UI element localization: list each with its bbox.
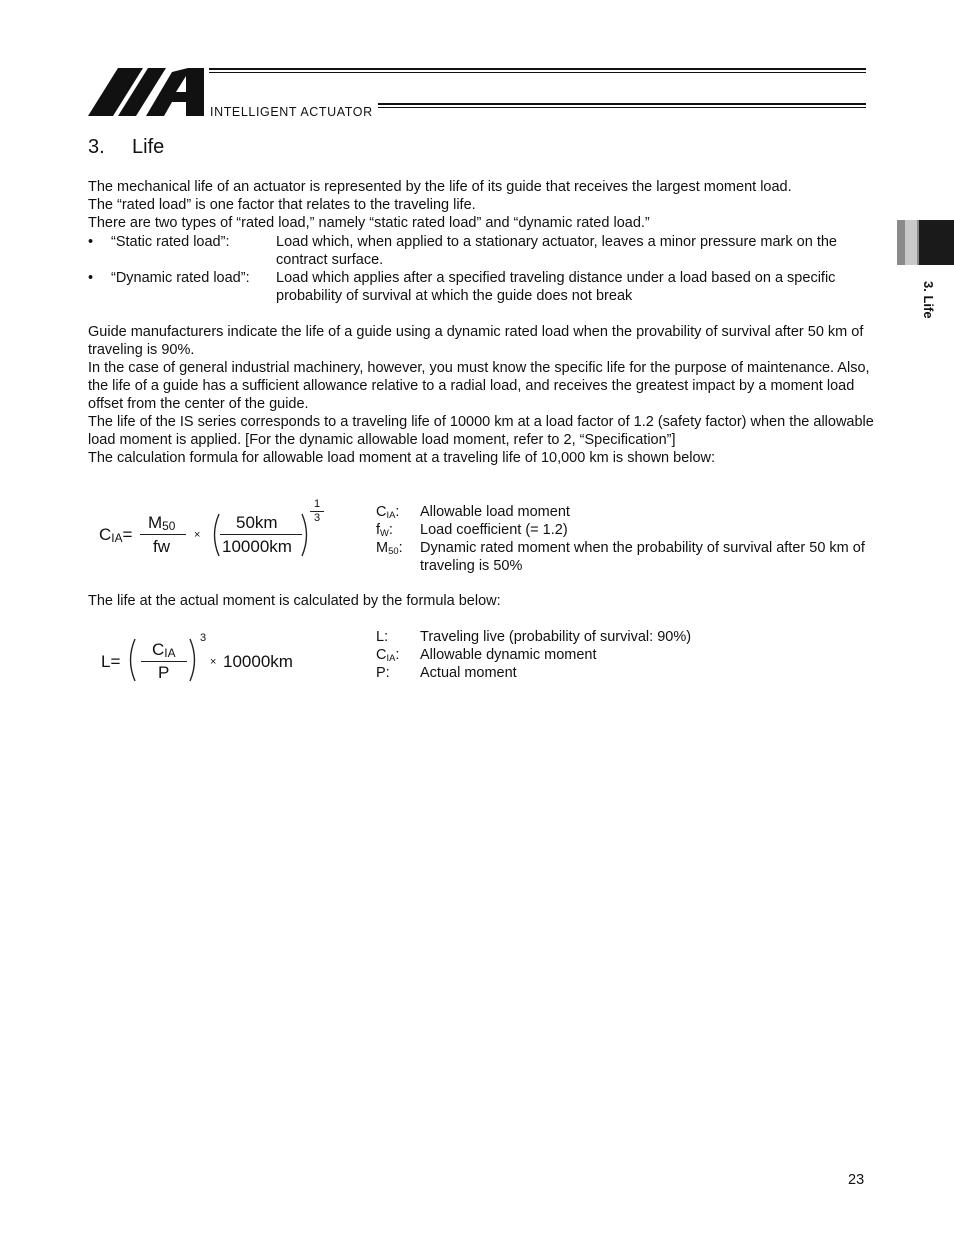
legend-row bbox=[376, 539, 866, 575]
legend-row bbox=[376, 664, 866, 682]
legend-row bbox=[376, 503, 866, 521]
times-sign: × bbox=[210, 656, 217, 668]
list-item bbox=[88, 233, 874, 269]
legend-value: Load coefficient (= 1.2) bbox=[420, 522, 568, 538]
legend-value: Allowable dynamic moment bbox=[420, 647, 597, 663]
header-rule-top-2 bbox=[209, 72, 866, 73]
bullet-term: “Dynamic rated load”: bbox=[111, 270, 250, 286]
formula-legend bbox=[376, 628, 866, 682]
legend-row bbox=[376, 646, 866, 664]
body-line: The calculation formula for allowable load moment at a traveling life of 10,000 km is shown below: bbox=[88, 450, 716, 466]
formula-lhs: L= bbox=[101, 652, 121, 671]
section-number: 3. bbox=[88, 136, 105, 158]
list-item bbox=[88, 269, 874, 305]
intro-paragraph bbox=[88, 178, 874, 232]
legend-key: L: bbox=[376, 629, 389, 645]
inner-numerator: 50km bbox=[236, 513, 278, 532]
side-tab-dark bbox=[919, 220, 954, 265]
body-line: Guide manufacturers indicate the life of a guide using a dynamic rated load when the provability of survival after 50 km of traveling is 90%. bbox=[88, 324, 864, 358]
formula-lhs: CIA= bbox=[99, 525, 133, 545]
right-paren bbox=[300, 513, 312, 557]
intro-line: The mechanical life of an actuator is represented by the life of its guide that receives the largest moment load. bbox=[88, 179, 792, 195]
intro-line: The “rated load” is one factor that relates to the traveling life. bbox=[88, 197, 476, 213]
body-paragraph bbox=[88, 323, 874, 467]
bullet-dot: • bbox=[88, 234, 94, 250]
formula-numerator: M50 bbox=[148, 513, 176, 533]
legend-key: $f_W$: bbox=[376, 522, 393, 538]
formula-numerator: CIA bbox=[152, 640, 176, 660]
legend-value: Actual moment bbox=[420, 665, 517, 681]
bullet-dot: • bbox=[88, 270, 94, 286]
formula-factor: 10000km bbox=[223, 652, 293, 671]
side-tab-light bbox=[905, 220, 917, 265]
formula-denominator: fw bbox=[153, 537, 170, 556]
fraction-line bbox=[140, 534, 186, 535]
legend-value: Allowable load moment bbox=[420, 504, 570, 520]
legend-value: Dynamic rated moment when the probability of survival after 50 km of traveling is 50% bbox=[420, 540, 865, 574]
exponent-numerator: 1 bbox=[314, 498, 321, 510]
brand-name: INTELLIGENT ACTUATOR bbox=[210, 105, 373, 119]
bullet-term: “Static rated load”: bbox=[111, 234, 230, 250]
formula-denominator: P bbox=[158, 663, 170, 682]
legend-value: Traveling live (probability of survival: 90%) bbox=[420, 629, 692, 645]
actual-moment-intro: The life at the actual moment is calculated by the formula below: bbox=[88, 593, 501, 609]
times-sign: × bbox=[194, 529, 201, 541]
exponent-denominator: 3 bbox=[314, 512, 321, 524]
bullet-definition: Load which, when applied to a stationary actuator, leaves a minor pressure mark on the contract surface. bbox=[276, 234, 837, 268]
intro-line: There are two types of “rated load,” namely “static rated load” and “dynamic rated load.” bbox=[88, 215, 650, 231]
legend-row bbox=[376, 521, 866, 539]
section-title: Life bbox=[132, 136, 165, 158]
header-rule-bottom-1 bbox=[378, 103, 866, 105]
iai-logo bbox=[88, 66, 208, 118]
page-number: 23 bbox=[848, 1172, 865, 1188]
header-rule-bottom-2 bbox=[378, 107, 866, 108]
legend-key: $C_{IA}$: bbox=[376, 647, 400, 663]
inner-fraction-line bbox=[220, 534, 302, 535]
inner-denominator: 10000km bbox=[222, 537, 292, 556]
formula-legend bbox=[376, 503, 866, 575]
right-paren bbox=[188, 638, 200, 682]
legend-key: $M_{50}$: bbox=[376, 540, 403, 556]
legend-key: P: bbox=[376, 665, 390, 681]
bullet-definition: Load which applies after a specified traveling distance under a load based on a specific probability of survival at which the guide does not break bbox=[276, 270, 836, 304]
header-rule-top-1 bbox=[209, 68, 866, 70]
rated-load-list bbox=[88, 233, 874, 305]
left-paren bbox=[125, 638, 137, 682]
exponent: 3 bbox=[200, 632, 207, 644]
section-heading bbox=[88, 136, 164, 159]
legend-row bbox=[376, 628, 866, 646]
legend-key: $C_{IA}$: bbox=[376, 504, 400, 520]
body-line: In the case of general industrial machinery, however, you must know the specific life for the purpose of maintenance. Also, the life of a guide has a sufficient allowance relative to a radial load, and receives the greatest impact by a moment load offset from the center of the guide. bbox=[88, 360, 870, 412]
body-line: The life of the IS series corresponds to a traveling life of 10000 km at a load factor of 1.2 (safety factor) when the allowable load moment is applied. [For the dynamic allowable load moment, refer to 2, “Specification”] bbox=[88, 414, 874, 448]
side-tab-label: 3. Life bbox=[921, 281, 936, 319]
